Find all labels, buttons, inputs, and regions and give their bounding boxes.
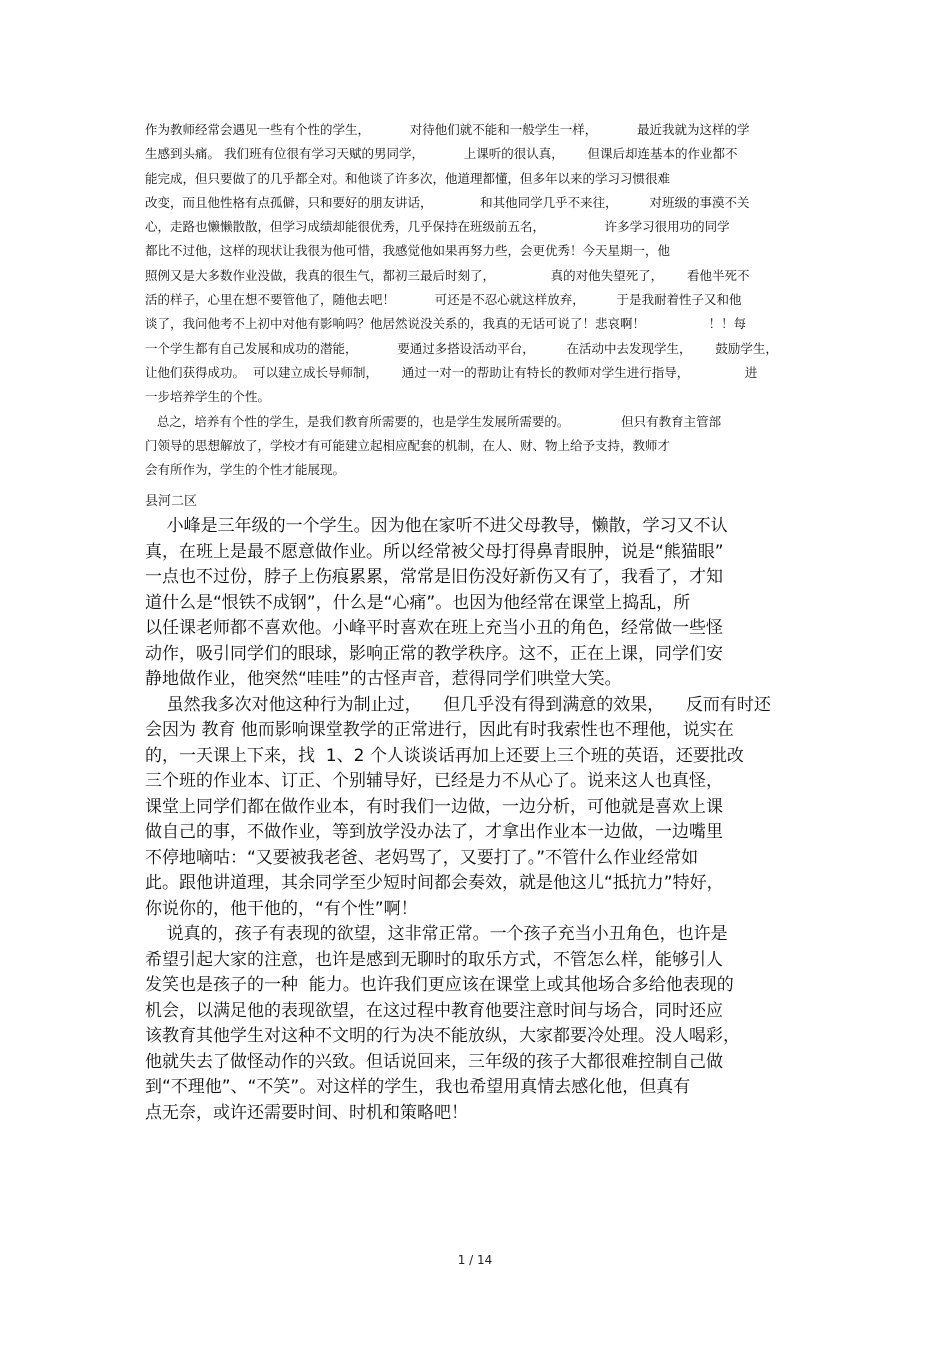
text-line: 作为教师经常会遇见一些有个性的学生， 对待他们就不能和一般学生一样， 最近我就为这样的学 (145, 122, 750, 137)
text-line: 静地做作业，他突然“哇哇”的古怪声音，惹得同学们哄堂大笑。 (145, 669, 622, 689)
text-line: 都比不过他，这样的现状让我很为他可惜，我感觉他如果再努力些，会更优秀！今天星期一，他 (145, 243, 671, 259)
text-line: 总之，培养有个性的学生，是我们教育所需要的，也是学生发展所需要的。 但只有教育主管部 (145, 413, 722, 429)
text-line: 真，在班上是最不愿意做作业。所以经常被父母打得鼻青眼肿，说是“熊猫眼” (145, 541, 724, 562)
text-line: 以任课老师都不喜欢他。小峰平时喜欢在班上充当小丑的角色，经常做一些怪 (145, 618, 723, 638)
text-line: 到“不理他”、“不笑”。对这样的学生，我也希望用真情去感化他，但真有 (145, 1077, 691, 1097)
text-line: 希望引起大家的注意，也许是感到无聊时的取乐方式，不管怎么样，能够引人 (145, 949, 723, 970)
text-line: 改变，而且他性格有点孤僻，只和要好的朋友讲话， 和其他同学几乎不来往， 对班级的事漠不关 (145, 194, 750, 210)
text-line: 一步培养学生的个性。 (145, 389, 271, 405)
text-line: 的，一天课上下来，找 1、2 个人谈谈话再加上还要上三个班的英语，还要批改 (145, 745, 744, 766)
text-line: 课堂上同学们都在做作业本，有时我们一边做，一边分析，可他就是喜欢上课 (145, 796, 723, 817)
text-line: 说真的，孩子有表现的欲望，这非常正常。一个孩子充当小丑角色，也许是 (145, 924, 728, 944)
text-line: 会因为 教育 他而影响课堂教学的正常进行，因此有时我索性也不理他，说实在 (145, 720, 734, 740)
text-line: 此。跟他讲道理，其余同学至少短时间都会奏效，就是他这儿“抵抗力”特好， (145, 873, 724, 893)
text-line: 活的样子，心里在想不要管他了，随他去吧！ 可还是不忍心就这样放弃， 于是我耐着性子又和他 (145, 292, 742, 308)
text-line: 一个学生都有自己发展和成功的潜能， 要通过多搭设活动平台， 在活动中去发现学生， 鼓励学生， (145, 340, 778, 356)
text-line: 点无奈，或许还需要时间、时机和策略吧！ (145, 1102, 468, 1123)
story-paragraphs (145, 514, 815, 1126)
text-line: 动作，吸引同学们的眼球，影响正常的教学秩序。这不，正在上课，同学们安 (145, 643, 723, 664)
page-indicator: 1 / 14 (457, 1253, 493, 1267)
text-line: 不停地嘀咕：“又要被我老爸、老妈骂了，又要打了。”不管什么作业经常如 (145, 847, 699, 868)
text-line: 会有所作为，学生的个性才能展现。 (145, 462, 346, 478)
intro-paragraphs (145, 118, 825, 482)
text-line: 小峰是三年级的一个学生。因为他在家听不进父母教导，懒散，学习又不认 (145, 516, 728, 536)
text-line: 生感到头痛。 我们班有位很有学习天赋的男同学， 上课听的很认真， 但课后却连基本的作业都不 (145, 146, 738, 162)
text-line: 能完成，但只要做了的几乎都全对。和他谈了许多次，他道理都懂，但多年以来的学习习惯很难 (145, 170, 671, 186)
district-label: 县河二区 (145, 494, 198, 509)
text-line: 该教育其他学生对这种不文明的行为决不能放纵，大家都要冷处理。没人喝彩， (145, 1026, 740, 1046)
text-line: 照例又是大多数作业没做，我真的很生气，都初三最后时刻了， 真的对他失望死了， 看他半死不 (145, 267, 750, 283)
text-line: 发笑也是孩子的一种 能力。也许我们更应该在课堂上或其他场合多给他表现的 (145, 975, 734, 995)
text-line: 心，走路也懒懒散散，但学习成绩却能很优秀，几乎保持在班级前五名， 许多学习很用功的同学 (145, 219, 730, 235)
text-line: 他就失去了做怪动作的兴致。但话说回来，三年级的孩子大都很难控制自己做 (145, 1051, 723, 1072)
text-line: 谈了，我问他考不上初中对他有影响吗？他居然说没关系的，我真的无话可说了！悲哀啊！ ！！每 (145, 316, 747, 332)
text-line: 让他们获得成功。 可以建立成长导师制， 通过一对一的帮助让有特长的教师对学生进行指导， 进 (145, 364, 758, 380)
text-line: 三个班的作业本、订正、个别辅导好，已经是力不从心了。说来这人也真怪， (145, 771, 723, 791)
text-line: 一点也不过份，脖子上伤痕累累，常常是旧伤没好新伤又有了，我看了，才知 (145, 567, 723, 587)
text-line: 机会，以满足他的表现欲望，在这过程中教育他要注意时间与场合，同时还应 (145, 1000, 723, 1021)
text-line: 门领导的思想解放了，学校才有可能建立起相应配套的机制，在人、财、物上给予支持，教师才 (145, 437, 671, 453)
text-line: 虽然我多次对他这种行为制止过， 但几乎没有得到满意的效果， 反而有时还 (145, 694, 771, 715)
text-line: 道什么是“恨铁不成钢”，什么是“心痛”。也因为他经常在课堂上捣乱，所 (145, 592, 691, 613)
text-line: 做自己的事，不做作业，等到放学没办法了，才拿出作业本一边做，一边嘴里 (145, 822, 723, 842)
text-line: 你说你的，他干他的，“有个性”啊！ (145, 898, 418, 919)
